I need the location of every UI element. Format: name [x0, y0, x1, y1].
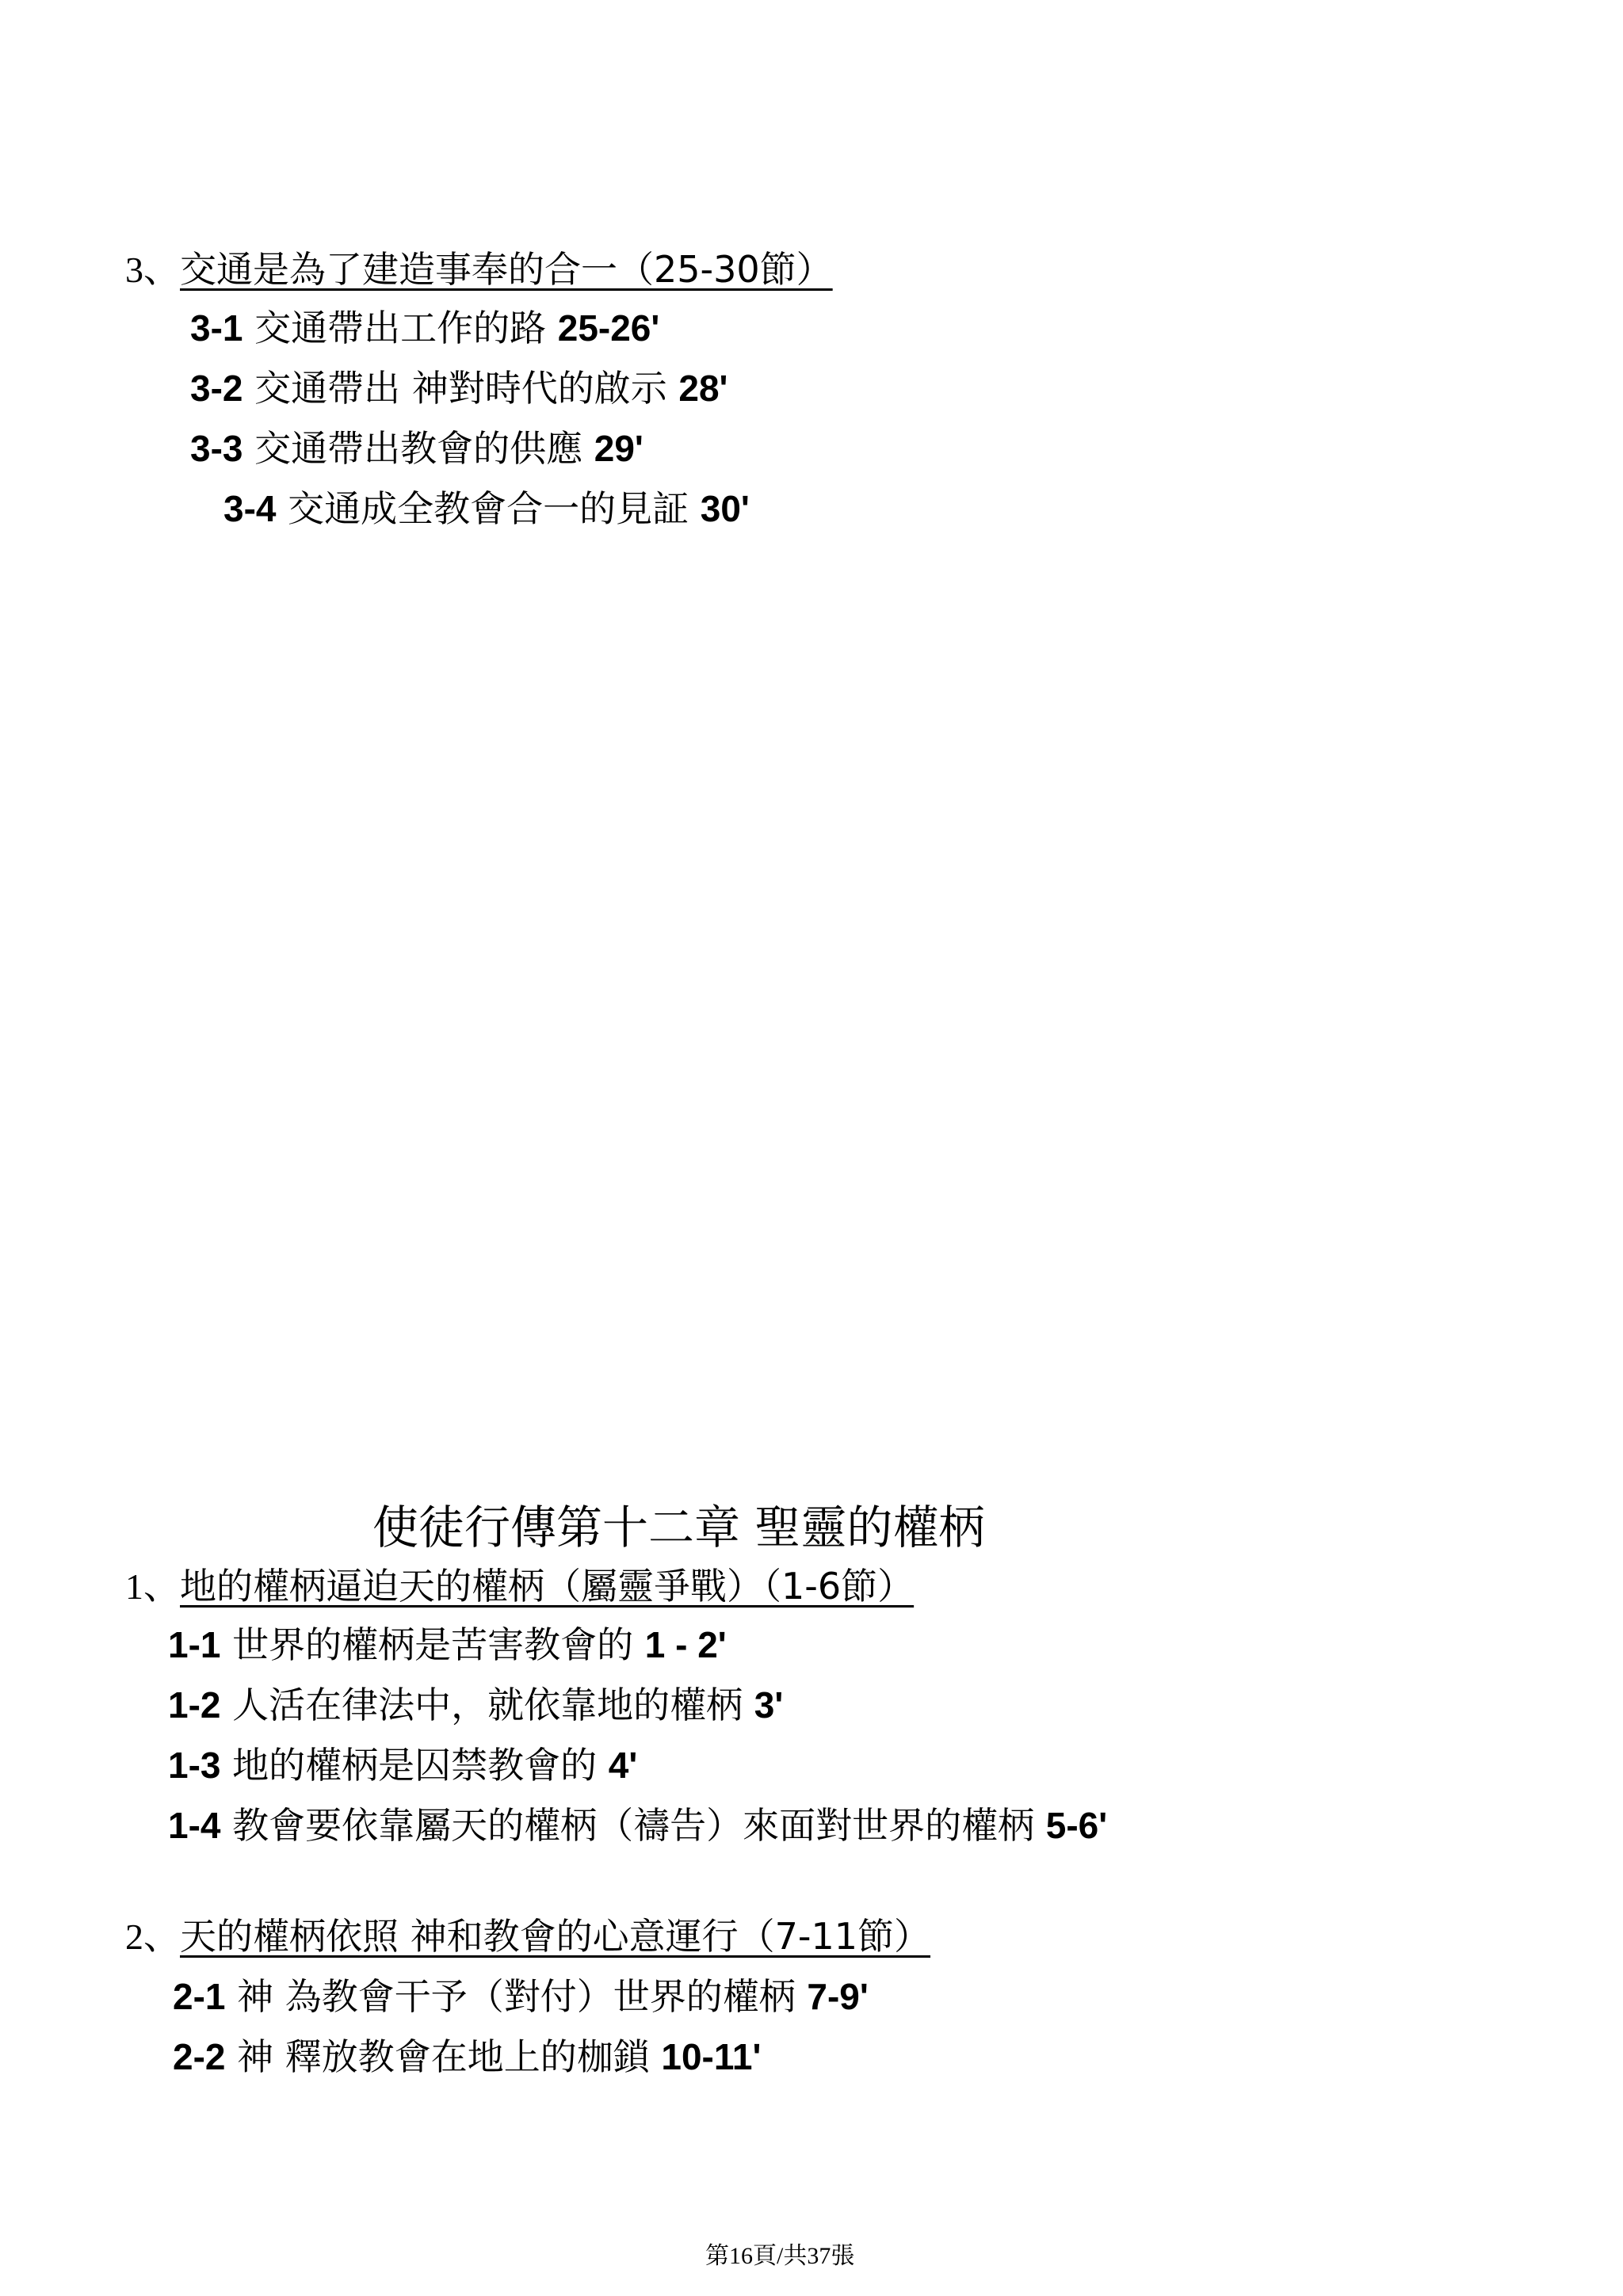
item-ref: 4' [608, 1745, 638, 1786]
item-code: 1-2 [168, 1684, 221, 1726]
item-ref: 10-11' [661, 2036, 762, 2077]
chapter-title: 使徒行傳第十二章 聖靈的權柄 [372, 1501, 985, 1554]
item-code: 1-1 [168, 1624, 221, 1665]
item-text: 教會要依靠屬天的權柄（禱告）來面對世界的權柄 [220, 1804, 1046, 1847]
outline-item [168, 1619, 727, 1670]
item-text: 世界的權柄是苦害教會的 [220, 1623, 645, 1666]
item-ref: 29' [594, 428, 643, 469]
item-ref: 28' [678, 368, 728, 409]
item-ref: 5-6' [1045, 1805, 1108, 1846]
item-text: 交通帶出 神對時代的啟示 [242, 367, 679, 410]
item-code: 1-3 [168, 1745, 221, 1786]
item-ref: 30' [700, 488, 750, 529]
section-number: 3、 [125, 250, 180, 290]
outline-item [168, 1740, 637, 1791]
section-title: 地的權柄逼迫天的權柄（屬靈爭戰）（1-6節） [180, 1565, 915, 1608]
outline-item [168, 1680, 783, 1730]
outline-item [168, 1800, 1107, 1851]
section-title: 交通是為了建造事奉的合一（25-30節） [180, 248, 833, 291]
outline-item [223, 483, 750, 534]
item-code: 1-4 [168, 1805, 221, 1846]
outline-item [190, 423, 643, 474]
item-text: 交通成全教會合一的見証 [276, 487, 701, 530]
item-ref: 7-9' [807, 1976, 869, 2017]
section-title: 天的權柄依照 神和教會的心意運行（7-11節） [180, 1915, 931, 1958]
section-number: 1、 [125, 1566, 180, 1607]
section-heading-2 [125, 1911, 930, 1962]
item-ref: 25-26' [557, 307, 660, 349]
section-heading-1 [125, 1561, 914, 1612]
outline-item [173, 2031, 761, 2082]
item-code: 2-2 [173, 2036, 226, 2077]
outline-item [190, 363, 727, 414]
item-text: 神 釋放教會在地上的枷鎖 [225, 2035, 662, 2078]
section-heading-3 [125, 244, 833, 296]
item-ref: 3' [754, 1684, 784, 1726]
item-text: 人活在律法中，就依靠地的權柄 [220, 1684, 754, 1726]
item-text: 交通帶出教會的供應 [242, 427, 594, 470]
item-ref: 1 - 2' [644, 1624, 727, 1665]
section-number: 2、 [125, 1917, 180, 1957]
item-text: 地的權柄是囚禁教會的 [220, 1744, 609, 1787]
item-code: 3-4 [223, 488, 277, 529]
item-text: 神 為教會干予（對付）世界的權柄 [225, 1975, 808, 2018]
outline-item [173, 1971, 869, 2022]
outline-item [190, 303, 659, 353]
item-text: 交通帶出工作的路 [242, 307, 558, 349]
item-code: 3-3 [190, 428, 243, 469]
item-code: 3-1 [190, 307, 243, 349]
page-footer: 第16頁/共37張 [705, 2243, 855, 2269]
item-code: 2-1 [173, 1976, 226, 2017]
item-code: 3-2 [190, 368, 243, 409]
